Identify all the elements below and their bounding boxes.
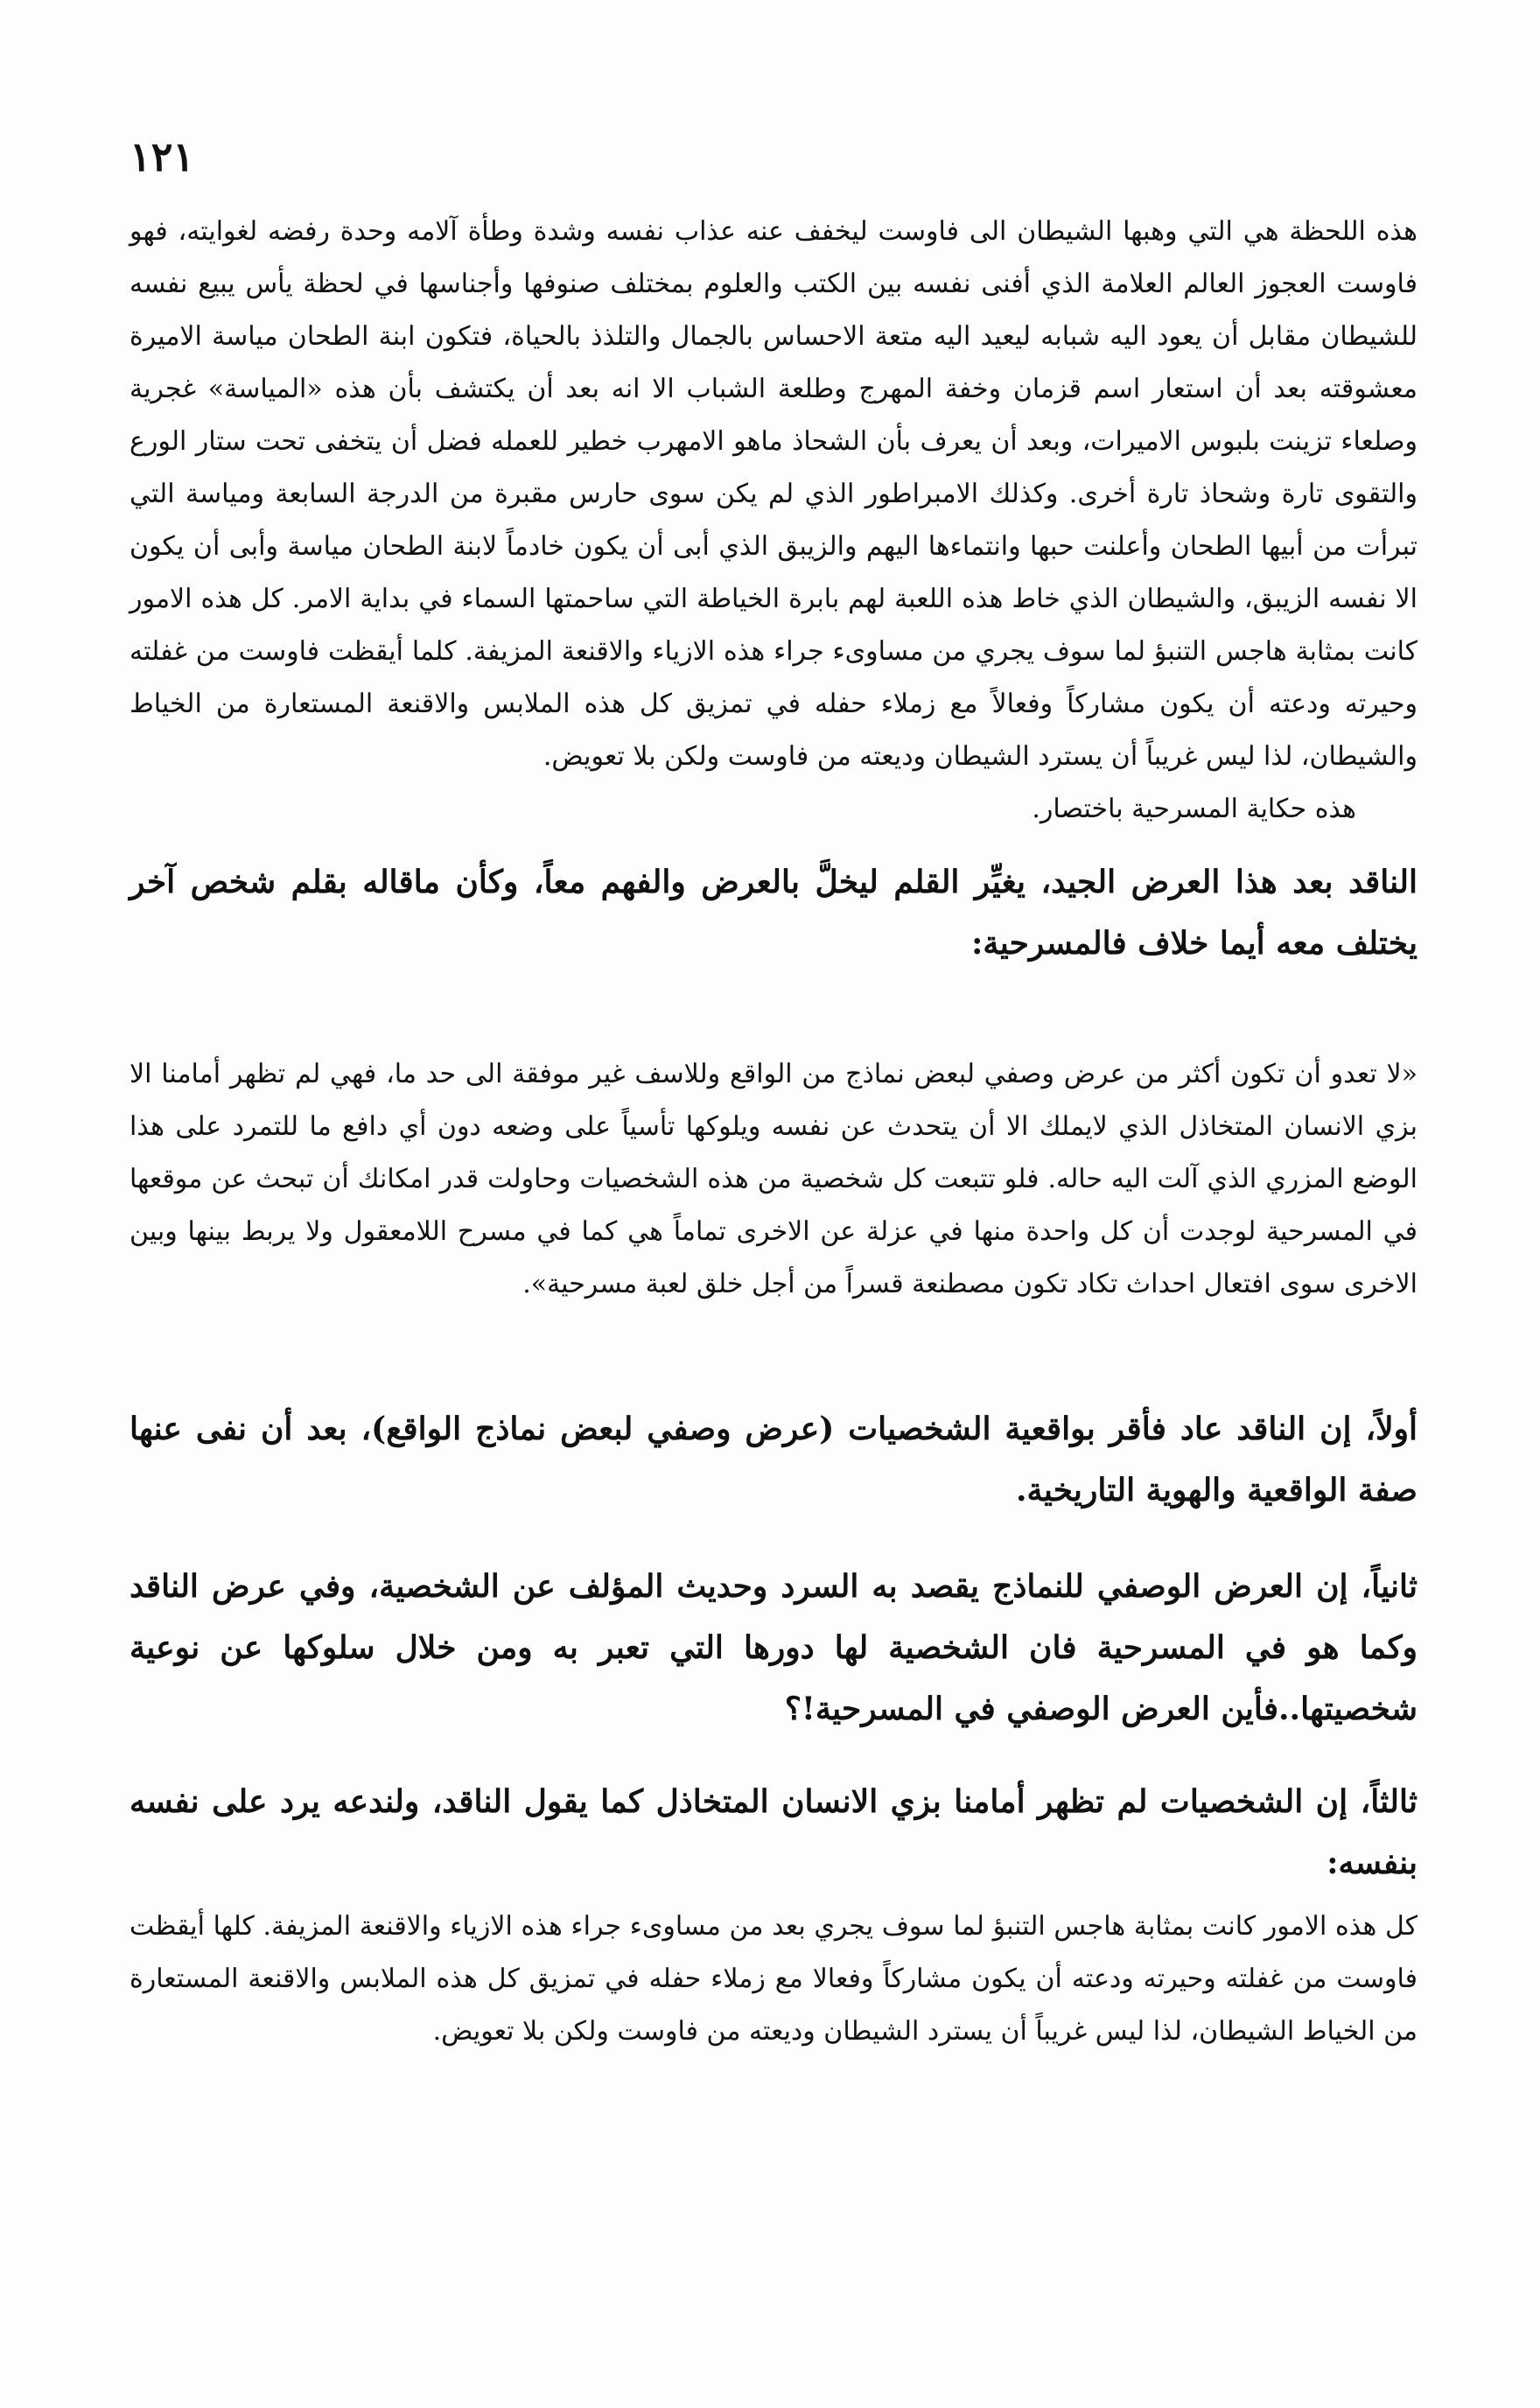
synopsis-paragraph: هذه اللحظة هي التي وهبها الشيطان الى فاوست ليخفف عنه عذاب نفسه وشدة وطأة آلامه وحدة رفضه لغوايته، فهو فاوست العجوز العالم العلامة الذي أفنى نفسه بين الكتب والعلوم بمختلف صنوفها وأجناسها في لحظة يأس يبيع نفسه للشيطان مقابل أن يعود اليه شبابه ليعيد اليه متعة الاحساس بالجمال والتلذذ بالحياة، فتكون ابنة الطحان مياسة الاميرة معشوقته بعد أن استعار اسم قزمان وخفة المهرج وطلعة الشباب الا انه بعد أن يكتشف بأن هذه «المياسة» غجرية وصلعاء تزينت بلبوس الاميرات، وبعد أن يعرف بأن الشحاذ ماهو الامهرب خطير للعمله فضل أن يتخفى تحت ستار الورع والتقوى تارة وشحاذ تارة أخرى. وكذلك الامبراطور الذي لم يكن سوى حارس مقبرة من الدرجة السابعة ومياسة التي تبرأت من أبيها الطحان وأعلنت حبها وانتماءها اليهم والزيبق الذي أبى أن يكون خادماً لابنة الطحان مياسة وأبى أن يكون الا نفسه الزيبق، والشيطان الذي خاط هذه اللعبة لهم بابرة الخياطة التي ساحمتها السماء في بداية الامر. كل هذه الامور كانت بمثابة هاجس التنبؤ لما سوف يجري من مساوىء جراء هذه الازياء والاقنعة المزيفة. كلما أيقظت فاوست من غفلته وحيرته ودعته أن يكون مشاركاً وفعالاً مع زملاء حفله في تمزيق كل هذه الملابس والاقنعة المستعارة من الخياط والشيطان، لذا ليس غريباً أن يسترد الشيطان وديعته من فاوست ولكن بلا تعويض. xyxy=(130,216,1418,772)
point-three-paragraph: ثالثاً، إن الشخصيات لم تظهر أمامنا بزي الانسان المتخاذل كما يقول الناقد، ولندعه يرد على نفسه بنفسه: xyxy=(130,1783,1418,1881)
page-body xyxy=(130,206,1418,2058)
synopsis-end-line: هذه حكاية المسرحية باختصار. xyxy=(1032,794,1356,824)
point-one-paragraph: أولاً، إن الناقد عاد فأقر بواقعية الشخصيات (عرض وصفي لبعض نماذج الواقع)، بعد أن نفى عنها صفة الواقعية والهوية التاريخية. xyxy=(130,1410,1418,1508)
final-quote-paragraph: كل هذه الامور كانت بمثابة هاجس التنبؤ لما سوف يجري بعد من مساوىء جراء هذه الازياء والاقنعة المزيفة. كلها أيقظت فاوست من غفلته وحيرته ودعته أن يكون مشاركاً وفعالا مع زملاء حفله في تمزيق كل هذه الملابس والاقنعة المستعارة من الخياط الشيطان، لذا ليس غريباً أن يسترد الشيطان وديعته من فاوست ولكن بلا تعويض. xyxy=(130,1911,1418,2047)
critic-quote-paragraph: «لا تعدو أن تكون أكثر من عرض وصفي لبعض نماذج من الواقع وللاسف غير موفقة الى حد ما، فهي لم تظهر أمامنا الا بزي الانسان المتخاذل الذي لايملك الا أن يتحدث عن نفسه ويلوكها تأسياً على وضعه دون أي دافع ما للتمرد على هذا الوضع المزري الذي آلت اليه حاله. فلو تتبعت كل شخصية من هذه الشخصيات وحاولت قدر امكانك أن تبحث عن موقعها في المسرحية لوجدت أن كل واحدة منها في عزلة عن الاخرى تماماً هي كما في مسرح اللامعقول ولا يربط بينها وبين الاخرى سوى افتعال احداث تكاد تكون مصطنعة قسراً من أجل خلق لعبة مسرحية». xyxy=(130,1059,1418,1299)
point-two-paragraph: ثانياً، إن العرض الوصفي للنماذج يقصد به السرد وحديث المؤلف عن الشخصية، وفي عرض الناقد وكما هو في المسرحية فان الشخصية لها دورها التي تعبر به ومن خلال سلوكها عن نوعية شخصيتها..فأين العرض الوصفي في المسرحية!؟ xyxy=(130,1568,1418,1727)
critic-intro-paragraph: الناقد بعد هذا العرض الجيد، يغيِّر القلم ليخلَّ بالعرض والفهم معاً، وكأن ماقاله بقلم شخص آخر يختلف معه أيما خلاف فالمسرحية: xyxy=(130,864,1418,962)
page-number: ١٢١ xyxy=(130,133,195,180)
